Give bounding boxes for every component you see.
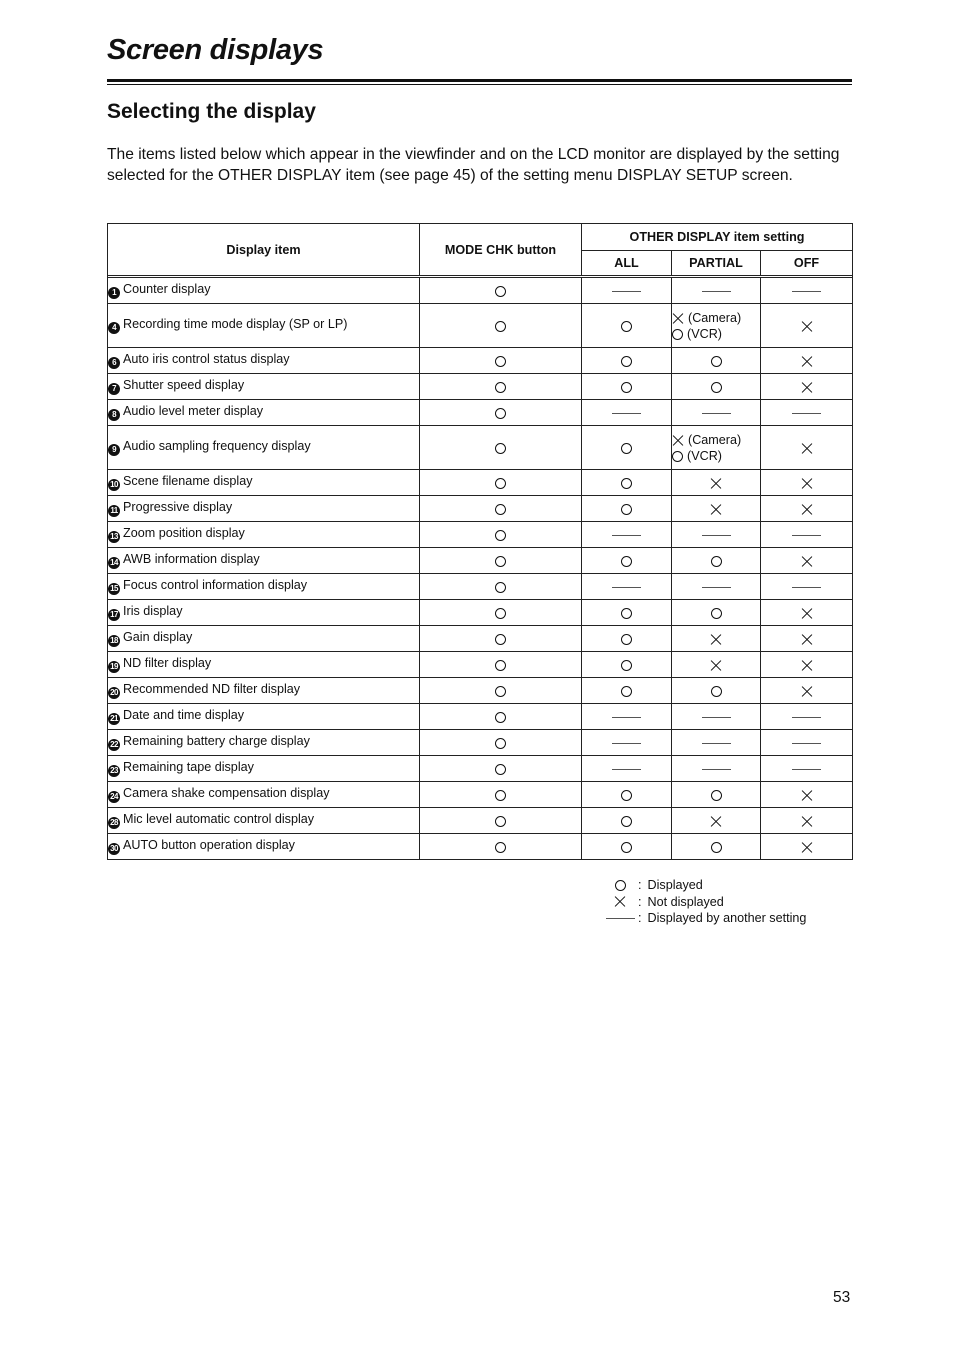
item-cell: [108, 652, 420, 678]
circle-icon: [495, 382, 506, 393]
item-number-badge: 11: [108, 505, 120, 517]
item-label: Iris display: [123, 604, 183, 618]
item-cell: [108, 426, 420, 470]
camera-label: (Camera): [688, 432, 742, 447]
circle-icon: [621, 356, 632, 367]
partial-cell: [672, 652, 761, 678]
dash-icon: [612, 769, 641, 770]
circle-icon: [621, 634, 632, 645]
cross-icon: [672, 434, 684, 446]
mode-cell: [420, 626, 582, 652]
page-number: 53: [833, 1289, 851, 1306]
circle-icon: [621, 382, 632, 393]
display-settings-table: [107, 223, 853, 860]
circle-icon: [495, 738, 506, 749]
circle-icon: [495, 764, 506, 775]
partial-cell: [672, 574, 761, 600]
item-label: AWB information display: [123, 552, 260, 566]
table-row: [108, 348, 853, 374]
all-cell: [582, 756, 672, 782]
partial-cell: [672, 496, 761, 522]
all-cell: [582, 834, 672, 860]
mode-cell: [420, 600, 582, 626]
circle-icon: [621, 321, 632, 332]
dash-icon: [612, 413, 641, 414]
item-number-badge: 7: [108, 383, 120, 395]
header-all: ALL: [582, 251, 672, 276]
all-cell: [582, 400, 672, 426]
dash-icon: [702, 535, 731, 536]
dash-icon: [702, 769, 731, 770]
cross-icon: [801, 633, 813, 645]
cross-icon: [801, 320, 813, 332]
item-label: Shutter speed display: [123, 378, 245, 392]
partial-cell: [672, 470, 761, 496]
circle-icon: [621, 608, 632, 619]
item-cell: [108, 496, 420, 522]
title-rule-thin: [107, 84, 852, 85]
mode-cell: [420, 548, 582, 574]
partial-cell: [672, 522, 761, 548]
item-cell: [108, 348, 420, 374]
table-row: [108, 574, 853, 600]
cross-icon: [672, 312, 684, 324]
all-cell: [582, 470, 672, 496]
table-row: [108, 496, 853, 522]
title-rule-thick: [107, 79, 852, 82]
mode-cell: [420, 522, 582, 548]
circle-icon: [495, 443, 506, 454]
circle-icon: [672, 329, 683, 340]
item-label: Zoom position display: [123, 526, 245, 540]
legend: [603, 877, 806, 927]
table-row: [108, 600, 853, 626]
item-number-badge: 15: [108, 583, 120, 595]
cross-icon: [801, 789, 813, 801]
circle-icon: [711, 842, 722, 853]
partial-cell: [672, 704, 761, 730]
item-label: Date and time display: [123, 708, 245, 722]
item-label: Recording time mode display (SP or LP): [123, 317, 348, 331]
off-cell: [761, 678, 853, 704]
circle-icon: [495, 504, 506, 515]
dash-icon: [702, 587, 731, 588]
all-cell: [582, 574, 672, 600]
item-cell: [108, 548, 420, 574]
partial-cell: [672, 782, 761, 808]
off-cell: [761, 782, 853, 808]
item-cell: [108, 730, 420, 756]
circle-icon: [621, 504, 632, 515]
circle-icon: [621, 816, 632, 827]
dash-icon: [702, 743, 731, 744]
mode-cell: [420, 652, 582, 678]
off-cell: [761, 574, 853, 600]
off-cell: [761, 278, 853, 304]
table-row: [108, 522, 853, 548]
section-title: Selecting the display: [107, 100, 316, 123]
off-cell: [761, 834, 853, 860]
partial-cell: [672, 426, 761, 470]
cross-icon: [710, 633, 722, 645]
cross-icon: [801, 841, 813, 853]
partial-cell: [672, 348, 761, 374]
item-cell: [108, 470, 420, 496]
off-cell: [761, 808, 853, 834]
dash-icon: [702, 413, 731, 414]
cross-icon: [801, 607, 813, 619]
all-cell: [582, 278, 672, 304]
table-row: [108, 756, 853, 782]
mode-cell: [420, 400, 582, 426]
table-row: [108, 834, 853, 860]
legend-displayed-label: Displayed: [647, 878, 703, 893]
dash-icon: [792, 291, 821, 292]
item-label: Gain display: [123, 630, 193, 644]
camera-line: [672, 432, 760, 448]
all-cell: [582, 600, 672, 626]
mode-cell: [420, 470, 582, 496]
circle-icon: [711, 356, 722, 367]
dash-icon: [606, 918, 635, 919]
cross-icon: [801, 442, 813, 454]
item-cell: [108, 704, 420, 730]
partial-cell: [672, 400, 761, 426]
item-number-badge: 4: [108, 322, 120, 334]
cross-icon: [801, 381, 813, 393]
dash-icon: [612, 587, 641, 588]
vcr-line: [672, 326, 760, 342]
circle-icon: [621, 686, 632, 697]
page-title: Screen displays: [107, 34, 324, 66]
circle-icon: [495, 608, 506, 619]
dash-icon: [792, 717, 821, 718]
item-cell: [108, 756, 420, 782]
table-row: [108, 704, 853, 730]
item-cell: [108, 374, 420, 400]
item-number-badge: 24: [108, 791, 120, 803]
circle-icon: [495, 478, 506, 489]
table-row: [108, 678, 853, 704]
off-cell: [761, 548, 853, 574]
all-cell: [582, 496, 672, 522]
header-partial: PARTIAL: [672, 251, 761, 276]
header-display-item: Display item: [108, 224, 420, 276]
circle-icon: [495, 816, 506, 827]
mode-cell: [420, 782, 582, 808]
partial-cell: [672, 678, 761, 704]
item-label: ND filter display: [123, 656, 212, 670]
all-cell: [582, 730, 672, 756]
all-cell: [582, 808, 672, 834]
circle-icon: [621, 443, 632, 454]
off-cell: [761, 496, 853, 522]
partial-cell: [672, 808, 761, 834]
cross-icon: [801, 555, 813, 567]
item-number-badge: 6: [108, 357, 120, 369]
item-number-badge: 1: [108, 287, 120, 299]
mode-cell: [420, 348, 582, 374]
all-cell: [582, 704, 672, 730]
circle-icon: [711, 790, 722, 801]
mode-cell: [420, 496, 582, 522]
off-cell: [761, 470, 853, 496]
circle-icon: [621, 478, 632, 489]
off-cell: [761, 348, 853, 374]
cross-icon: [614, 896, 626, 908]
item-label: Remaining battery charge display: [123, 734, 310, 748]
legend-separator: :: [638, 911, 642, 926]
item-cell: [108, 782, 420, 808]
circle-icon: [621, 556, 632, 567]
header-off: OFF: [761, 251, 853, 276]
circle-icon: [495, 408, 506, 419]
all-cell: [582, 678, 672, 704]
legend-separator: :: [638, 878, 642, 893]
off-cell: [761, 756, 853, 782]
cross-icon: [801, 503, 813, 515]
item-cell: [108, 522, 420, 548]
legend-not-displayed: [603, 894, 806, 911]
off-cell: [761, 304, 853, 348]
off-cell: [761, 730, 853, 756]
item-number-badge: 17: [108, 609, 120, 621]
partial-cell: [672, 304, 761, 348]
all-cell: [582, 426, 672, 470]
table-row: [108, 808, 853, 834]
off-cell: [761, 426, 853, 470]
item-cell: [108, 808, 420, 834]
item-label: Mic level automatic control display: [123, 812, 315, 826]
item-label: Scene filename display: [123, 474, 253, 488]
item-cell: [108, 304, 420, 348]
circle-icon: [711, 608, 722, 619]
table-row: [108, 278, 853, 304]
legend-another-setting: [603, 910, 806, 927]
mode-cell: [420, 278, 582, 304]
circle-icon: [495, 842, 506, 853]
item-cell: [108, 678, 420, 704]
item-number-badge: 14: [108, 557, 120, 569]
off-cell: [761, 400, 853, 426]
dash-icon: [612, 743, 641, 744]
camera-label: (Camera): [688, 310, 742, 325]
intro-paragraph: The items listed below which appear in the viewfinder and on the LCD monitor are displayed by the setting selected for the OTHER DISPLAY item (see page 45) of the setting menu DISPLAY SETUP screen.: [107, 146, 840, 184]
partial-cell: [672, 548, 761, 574]
mode-cell: [420, 756, 582, 782]
item-number-badge: 18: [108, 635, 120, 647]
mode-cell: [420, 730, 582, 756]
camera-line: [672, 310, 760, 326]
off-cell: [761, 626, 853, 652]
item-label: Remaining tape display: [123, 760, 254, 774]
off-cell: [761, 522, 853, 548]
table-row: [108, 374, 853, 400]
all-cell: [582, 652, 672, 678]
cross-icon: [801, 477, 813, 489]
table-row: [108, 426, 853, 470]
circle-icon: [495, 790, 506, 801]
item-label: Audio level meter display: [123, 404, 264, 418]
dash-icon: [792, 587, 821, 588]
off-cell: [761, 374, 853, 400]
cross-icon: [710, 503, 722, 515]
item-cell: [108, 278, 420, 304]
table-row: [108, 548, 853, 574]
all-cell: [582, 348, 672, 374]
partial-cell: [672, 834, 761, 860]
legend-another-setting-label: Displayed by another setting: [647, 911, 807, 926]
table-row: [108, 730, 853, 756]
item-label: Focus control information display: [123, 578, 308, 592]
partial-cell: [672, 278, 761, 304]
mode-cell: [420, 304, 582, 348]
circle-icon: [621, 790, 632, 801]
item-number-badge: 21: [108, 713, 120, 725]
circle-icon: [615, 880, 626, 891]
item-label: Counter display: [123, 282, 211, 296]
table-row: [108, 652, 853, 678]
mode-cell: [420, 834, 582, 860]
item-cell: [108, 600, 420, 626]
cross-icon: [710, 815, 722, 827]
header-mode-chk: MODE CHK button: [420, 224, 582, 276]
circle-icon: [495, 686, 506, 697]
circle-icon: [711, 686, 722, 697]
legend-not-displayed-label: Not displayed: [647, 894, 724, 909]
all-cell: [582, 374, 672, 400]
circle-icon: [495, 634, 506, 645]
off-cell: [761, 704, 853, 730]
table-row: [108, 470, 853, 496]
partial-cell: [672, 374, 761, 400]
circle-icon: [495, 321, 506, 332]
circle-icon: [495, 530, 506, 541]
item-number-badge: 19: [108, 661, 120, 673]
dash-icon: [792, 769, 821, 770]
item-cell: [108, 574, 420, 600]
item-number-badge: 28: [108, 817, 120, 829]
circle-icon: [495, 356, 506, 367]
partial-cell: [672, 600, 761, 626]
item-label: Progressive display: [123, 500, 233, 514]
mode-cell: [420, 374, 582, 400]
circle-icon: [495, 660, 506, 671]
circle-icon: [495, 286, 506, 297]
item-number-badge: 20: [108, 687, 120, 699]
off-cell: [761, 652, 853, 678]
table-row: [108, 782, 853, 808]
mode-cell: [420, 426, 582, 470]
legend-separator: :: [638, 894, 642, 909]
all-cell: [582, 782, 672, 808]
item-label: Camera shake compensation display: [123, 786, 330, 800]
circle-icon: [495, 556, 506, 567]
circle-icon: [495, 712, 506, 723]
legend-displayed: [603, 877, 806, 894]
vcr-line: [672, 448, 760, 464]
dash-icon: [792, 413, 821, 414]
dash-icon: [792, 535, 821, 536]
item-label: AUTO button operation display: [123, 838, 295, 852]
all-cell: [582, 626, 672, 652]
item-cell: [108, 626, 420, 652]
all-cell: [582, 304, 672, 348]
mode-cell: [420, 808, 582, 834]
table-row: [108, 304, 853, 348]
item-label: Recommended ND filter display: [123, 682, 301, 696]
item-number-badge: 23: [108, 765, 120, 777]
item-number-badge: 10: [108, 479, 120, 491]
cross-icon: [710, 659, 722, 671]
circle-icon: [621, 660, 632, 671]
item-number-badge: 30: [108, 843, 120, 855]
cross-icon: [801, 815, 813, 827]
cross-icon: [801, 659, 813, 671]
item-number-badge: 8: [108, 409, 120, 421]
mode-cell: [420, 574, 582, 600]
partial-cell: [672, 730, 761, 756]
all-cell: [582, 548, 672, 574]
cross-icon: [801, 355, 813, 367]
all-cell: [582, 522, 672, 548]
header-other-display: OTHER DISPLAY item setting: [582, 224, 853, 251]
item-number-badge: 22: [108, 739, 120, 751]
partial-cell: [672, 756, 761, 782]
dash-icon: [612, 535, 641, 536]
circle-icon: [672, 451, 683, 462]
item-label: Auto iris control status display: [123, 352, 290, 366]
circle-icon: [711, 556, 722, 567]
dash-icon: [702, 291, 731, 292]
circle-icon: [495, 582, 506, 593]
item-cell: [108, 400, 420, 426]
item-label: Audio sampling frequency display: [123, 439, 311, 453]
dash-icon: [612, 291, 641, 292]
cross-icon: [710, 477, 722, 489]
dash-icon: [612, 717, 641, 718]
vcr-label: (VCR): [687, 326, 722, 341]
circle-icon: [711, 382, 722, 393]
off-cell: [761, 600, 853, 626]
mode-cell: [420, 678, 582, 704]
item-cell: [108, 834, 420, 860]
table-row: [108, 626, 853, 652]
circle-icon: [621, 842, 632, 853]
vcr-label: (VCR): [687, 448, 722, 463]
cross-icon: [801, 685, 813, 697]
item-number-badge: 13: [108, 531, 120, 543]
partial-cell: [672, 626, 761, 652]
dash-icon: [702, 717, 731, 718]
mode-cell: [420, 704, 582, 730]
dash-icon: [792, 743, 821, 744]
table-body: [108, 276, 853, 860]
table-row: [108, 400, 853, 426]
item-number-badge: 9: [108, 444, 120, 456]
